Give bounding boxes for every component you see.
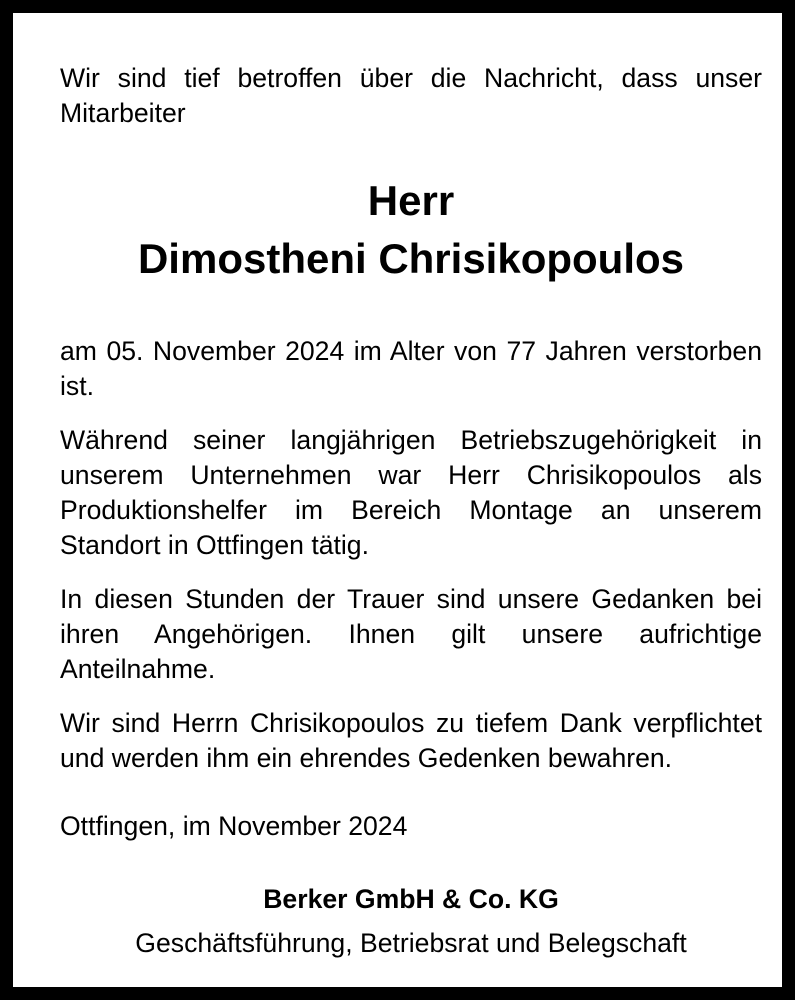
- place-date: Ottfingen, im November 2024: [60, 811, 408, 841]
- intro-text: Wir sind tief betroffen über die Nachricht, dass unser Mitarbeiter: [60, 63, 762, 128]
- condolence-paragraph: In diesen Stunden der Trauer sind unsere Gedanken bei ihren Angehörigen. Ihnen gilt unsere aufrichtige Anteilnahme.: [60, 584, 762, 684]
- obituary-notice-content: [60, 61, 762, 961]
- deceased-name-block: [60, 172, 762, 288]
- death-date-paragraph: am 05. November 2024 im Alter von 77 Jahren verstorben ist.: [60, 336, 762, 401]
- employment-paragraph: Während seiner langjährigen Betriebszugehörigkeit in unserem Unternehmen war Herr Chrisikopoulos als Produktionshelfer im Bereich Montage an unserem Standort in Ottfingen tätig.: [60, 425, 762, 560]
- deceased-title: Herr: [367, 177, 455, 224]
- signatories: Geschäftsführung, Betriebsrat und Belegschaft: [135, 928, 687, 958]
- company-name: Berker GmbH & Co. KG: [263, 884, 559, 914]
- gratitude-paragraph: Wir sind Herrn Chrisikopoulos zu tiefem Dank verpflichtet und werden ihm ein ehrendes Gedenken bewahren.: [60, 708, 762, 773]
- deceased-name: Dimostheni Chrisikopoulos: [137, 235, 685, 282]
